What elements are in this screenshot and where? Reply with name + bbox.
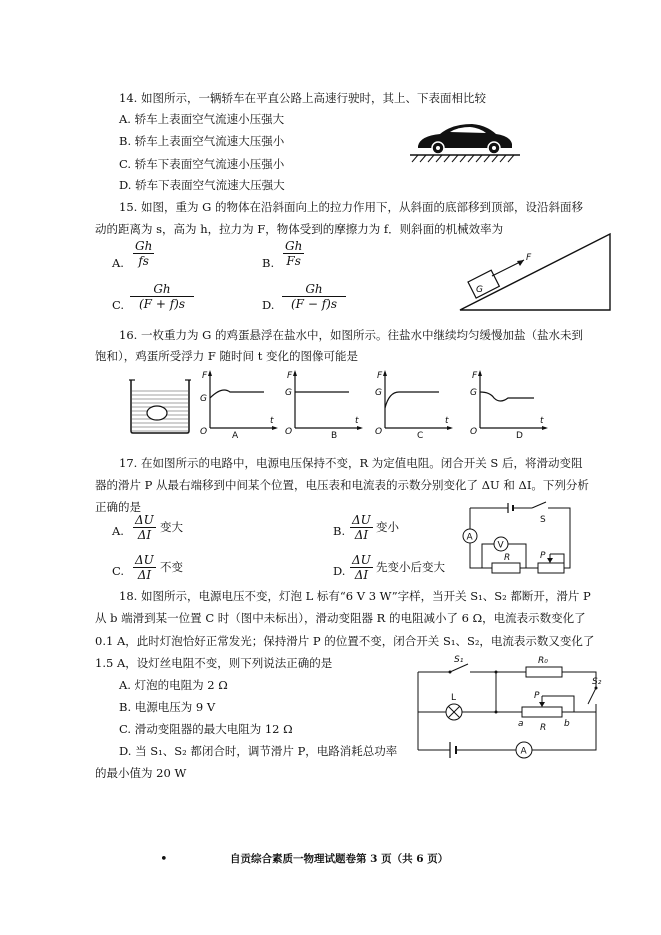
q17-option-a-text: 变大 — [160, 520, 183, 534]
q16-a-axis-G: G — [200, 394, 207, 404]
q17-a-numerator: ΔU — [135, 513, 154, 527]
q18-circuit-figure — [410, 652, 610, 770]
q17-fig-P: P — [540, 551, 546, 561]
q16-a-axis-t: t — [270, 416, 274, 426]
q17-stem-line2: 器的滑片 P 从最右端移到中间某个位置，电压表和电流表的示数分别变化了 ΔU 和 ΔI。下列分析 — [95, 478, 589, 492]
q18-option-d-line1: D. 当 S₁、S₂ 都闭合时，调节滑片 P，电路消耗总功率 — [119, 744, 398, 758]
q15-stem-line1: 15. 如图，重为 G 的物体在沿斜面向上的拉力作用下，从斜面的底部移到顶部，设沿斜面移 — [119, 200, 583, 214]
q17-c-denominator: ΔI — [137, 568, 152, 582]
q18-fig-R0: R₀ — [538, 656, 548, 666]
q17-a-fraction — [133, 513, 156, 542]
q16-stem-line2: 饱和），鸡蛋所受浮力 F 随时间 t 变化的图像可能是 — [95, 349, 358, 363]
q17-c-numerator: ΔU — [135, 553, 154, 567]
q18-fig-a: a — [518, 719, 524, 729]
q18-fig-A: A — [520, 746, 527, 757]
q18-option-c: C. 滑动变阻器的最大电阻为 12 Ω — [119, 722, 293, 736]
q17-circuit-figure — [460, 500, 580, 578]
q16-d-axis-G: G — [470, 388, 477, 398]
q16-option-c-label: C — [417, 431, 424, 441]
q18-fig-L: L — [451, 693, 457, 703]
incline-label-F: F — [526, 253, 532, 263]
q17-fig-R: R — [504, 553, 511, 563]
q17-label-a: A. — [112, 524, 124, 538]
q14-option-b: B. 轿车上表面空气流速大压强小 — [119, 134, 285, 148]
q18-fig-P: P — [534, 691, 540, 701]
q15-a-numerator: Gh — [135, 239, 153, 253]
q16-a-axis-O: O — [200, 427, 208, 437]
q15-label-c: C. — [112, 298, 125, 312]
q17-b-numerator: ΔU — [352, 513, 371, 527]
q16-b-axis-t: t — [355, 416, 359, 426]
q15-option-b-fraction — [283, 239, 304, 268]
q15-a-denominator: fs — [138, 254, 149, 268]
q16-graph-c — [375, 368, 455, 440]
q15-d-denominator: (F − f)s — [291, 297, 337, 311]
q16-option-a-label: A — [232, 431, 239, 441]
beaker-egg-figure — [128, 377, 192, 435]
q15-d-numerator: Gh — [282, 282, 346, 297]
q17-d-fraction — [350, 553, 373, 582]
q18-fig-R: R — [540, 723, 547, 733]
q18-stem-line2: 从 b 端滑到某一位置 C 时（图中未标出），滑动变阻器 R 的电阻减小了 6 Ω，电流表示数变化了 — [95, 611, 586, 625]
footer-page-info: 自贡综合素质一物理试题卷第 3 页（共 6 页） — [230, 853, 449, 865]
q18-stem-line1: 18. 如图所示，电源电压不变，灯泡 L 标有“6 V 3 W”字样，当开关 S₁、S₂ 都断开，滑片 P — [119, 589, 591, 603]
q15-b-denominator: Fs — [286, 254, 301, 268]
q17-option-b-text: 变小 — [376, 520, 399, 534]
q16-c-axis-O: O — [375, 427, 383, 437]
q17-label-b: B. — [333, 524, 346, 538]
q18-option-d-line2: 的最小值为 20 W — [95, 766, 187, 780]
q15-option-c-fraction — [130, 282, 194, 311]
q15-label-a: A. — [112, 256, 124, 270]
q15-b-numerator: Gh — [285, 239, 303, 253]
q16-graph-b — [285, 368, 365, 440]
q16-c-axis-F: F — [377, 371, 383, 381]
incline-figure — [458, 230, 618, 320]
q16-b-axis-O: O — [285, 427, 293, 437]
q16-option-b-label: B — [331, 431, 338, 441]
q17-label-c: C. — [112, 564, 125, 578]
q16-stem-line1: 16. 一枚重力为 G 的鸡蛋悬浮在盐水中，如图所示。往盐水中继续均匀缓慢加盐（盐水未到 — [119, 328, 583, 342]
footer-bullet: • — [160, 852, 168, 867]
q14-stem: 14. 如图所示，一辆轿车在平直公路上高速行驶时，其上、下表面相比较 — [119, 91, 486, 105]
q17-label-d: D. — [333, 564, 346, 578]
q15-label-b: B. — [262, 256, 275, 270]
q17-a-denominator: ΔI — [137, 528, 152, 542]
q17-d-denominator: ΔI — [354, 568, 369, 582]
q16-c-axis-t: t — [445, 416, 449, 426]
q17-b-denominator: ΔI — [354, 528, 369, 542]
q18-option-a: A. 灯泡的电阻为 2 Ω — [119, 678, 228, 692]
q15-c-denominator: (F + f)s — [139, 297, 185, 311]
q16-b-axis-F: F — [287, 371, 293, 381]
q14-option-d: D. 轿车下表面空气流速大压强大 — [119, 178, 285, 192]
q18-fig-b: b — [564, 719, 570, 729]
q16-graph-d — [470, 368, 550, 440]
q17-stem-line3: 正确的是 — [95, 500, 141, 514]
q15-option-d-fraction — [282, 282, 346, 311]
q17-fig-A: A — [466, 532, 473, 543]
incline-label-G: G — [476, 285, 483, 295]
q17-option-c-text: 不变 — [160, 560, 183, 574]
q17-fig-V: V — [497, 540, 504, 551]
q16-c-axis-G: G — [375, 388, 382, 398]
q18-fig-S1: S₁ — [454, 655, 464, 665]
q16-a-axis-F: F — [202, 371, 208, 381]
car-on-road-figure — [410, 118, 520, 164]
q17-b-fraction — [350, 513, 373, 542]
q15-label-d: D. — [262, 298, 275, 312]
q16-d-axis-t: t — [540, 416, 544, 426]
q14-option-a: A. 轿车上表面空气流速小压强大 — [119, 112, 285, 126]
q15-c-numerator: Gh — [130, 282, 194, 297]
q18-option-b: B. 电源电压为 9 V — [119, 700, 216, 714]
q18-fig-S2: S₂ — [592, 677, 602, 687]
q16-option-d-label: D — [516, 431, 523, 441]
q18-stem-line4: 1.5 A，设灯丝电阻不变，则下列说法正确的是 — [95, 656, 333, 670]
q16-graph-a — [200, 368, 280, 440]
q16-d-axis-O: O — [470, 427, 478, 437]
q17-fig-S: S — [540, 515, 546, 525]
q15-stem-line2: 动的距离为 s，高为 h，拉力为 F，物体受到的摩擦力为 f．则斜面的机械效率为 — [95, 222, 504, 236]
q15-option-a-fraction — [133, 239, 154, 268]
q17-stem-line1: 17. 在如图所示的电路中，电源电压保持不变，R 为定值电阻。闭合开关 S 后，将滑动变阻 — [119, 456, 583, 470]
q16-d-axis-F: F — [472, 371, 478, 381]
q17-c-fraction — [133, 553, 156, 582]
q18-stem-line3: 0.1 A，此时灯泡恰好正常发光；保持滑片 P 的位置不变，闭合开关 S₁、S₂，电流表示数又变化了 — [95, 634, 595, 648]
q16-b-axis-G: G — [285, 388, 292, 398]
q17-option-d-text: 先变小后变大 — [376, 560, 445, 574]
q14-option-c: C. 轿车下表面空气流速小压强小 — [119, 157, 285, 171]
q17-d-numerator: ΔU — [352, 553, 371, 567]
